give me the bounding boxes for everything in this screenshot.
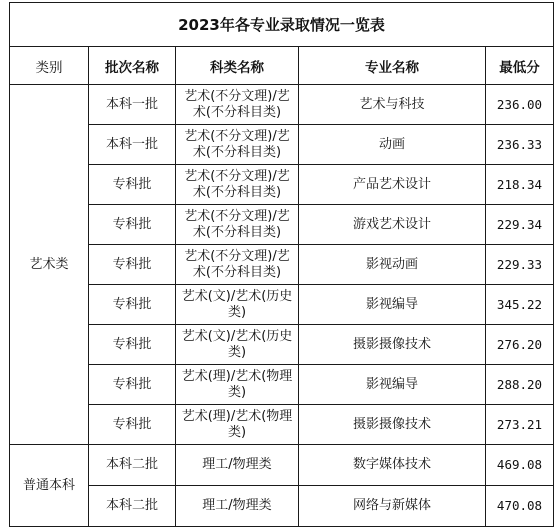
table-row — [10, 285, 554, 325]
score-cell: 218.34 — [486, 165, 554, 205]
admission-table — [9, 2, 554, 527]
major-cell: 摄影摄像技术 — [299, 325, 486, 365]
category-cell: 普通本科 — [10, 445, 89, 527]
major-cell: 网络与新媒体 — [299, 486, 486, 527]
batch-cell: 专科批 — [89, 205, 176, 245]
subject-cell: 理工/物理类 — [176, 445, 299, 486]
major-cell: 影视编导 — [299, 365, 486, 405]
batch-cell: 专科批 — [89, 405, 176, 445]
batch-cell: 本科二批 — [89, 445, 176, 486]
subject-cell: 艺术(不分文理)/艺术(不分科目类) — [176, 85, 299, 125]
score-cell: 229.33 — [486, 245, 554, 285]
table-row — [10, 85, 554, 125]
score-cell: 470.08 — [486, 486, 554, 527]
table-row — [10, 325, 554, 365]
header-batch: 批次名称 — [89, 47, 176, 85]
header-min-score: 最低分 — [486, 47, 554, 85]
subject-cell: 艺术(理)/艺术(物理类) — [176, 405, 299, 445]
major-cell: 游戏艺术设计 — [299, 205, 486, 245]
subject-cell: 艺术(不分文理)/艺术(不分科目类) — [176, 205, 299, 245]
batch-cell: 专科批 — [89, 365, 176, 405]
major-cell: 影视动画 — [299, 245, 486, 285]
score-cell: 273.21 — [486, 405, 554, 445]
batch-cell: 本科一批 — [89, 125, 176, 165]
score-cell: 288.20 — [486, 365, 554, 405]
table-row — [10, 445, 554, 486]
major-cell: 摄影摄像技术 — [299, 405, 486, 445]
score-cell: 469.08 — [486, 445, 554, 486]
major-cell: 艺术与科技 — [299, 85, 486, 125]
batch-cell: 本科二批 — [89, 486, 176, 527]
subject-cell: 艺术(不分文理)/艺术(不分科目类) — [176, 245, 299, 285]
major-cell: 影视编导 — [299, 285, 486, 325]
table-row — [10, 245, 554, 285]
subject-cell: 艺术(理)/艺术(物理类) — [176, 365, 299, 405]
major-cell: 产品艺术设计 — [299, 165, 486, 205]
score-cell: 276.20 — [486, 325, 554, 365]
title-row — [10, 3, 554, 47]
batch-cell: 专科批 — [89, 245, 176, 285]
subject-cell: 艺术(文)/艺术(历史类) — [176, 325, 299, 365]
batch-cell: 本科一批 — [89, 85, 176, 125]
header-major: 专业名称 — [299, 47, 486, 85]
subject-cell: 艺术(不分文理)/艺术(不分科目类) — [176, 125, 299, 165]
table-title: 2023年各专业录取情况一览表 — [10, 3, 554, 47]
score-cell: 345.22 — [486, 285, 554, 325]
score-cell: 236.00 — [486, 85, 554, 125]
batch-cell: 专科批 — [89, 285, 176, 325]
subject-cell: 艺术(不分文理)/艺术(不分科目类) — [176, 165, 299, 205]
batch-cell: 专科批 — [89, 325, 176, 365]
table-row — [10, 405, 554, 445]
score-cell: 229.34 — [486, 205, 554, 245]
header-category: 类别 — [10, 47, 89, 85]
major-cell: 动画 — [299, 125, 486, 165]
batch-cell: 专科批 — [89, 165, 176, 205]
table-row — [10, 365, 554, 405]
table-row — [10, 486, 554, 527]
major-cell: 数字媒体技术 — [299, 445, 486, 486]
table-row — [10, 165, 554, 205]
score-cell: 236.33 — [486, 125, 554, 165]
table-row — [10, 125, 554, 165]
subject-cell: 艺术(文)/艺术(历史类) — [176, 285, 299, 325]
subject-cell: 理工/物理类 — [176, 486, 299, 527]
category-cell: 艺术类 — [10, 85, 89, 445]
header-row — [10, 47, 554, 85]
header-subject: 科类名称 — [176, 47, 299, 85]
table-row — [10, 205, 554, 245]
